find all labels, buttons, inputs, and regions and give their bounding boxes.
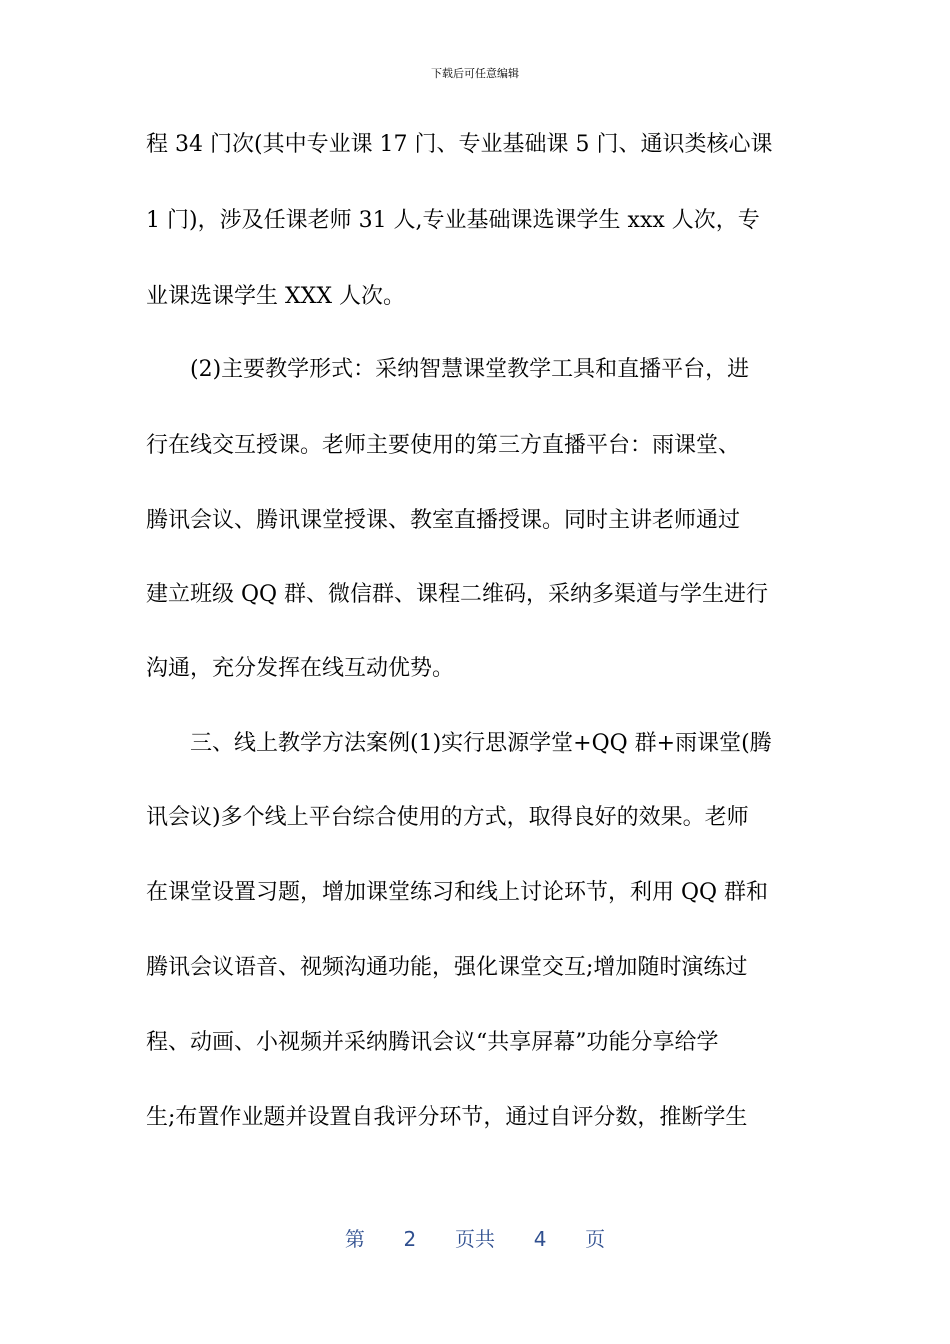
body-line-10: 讯会议)多个线上平台综合使用的方式，取得良好的效果。老师 [146,805,749,830]
body-line-7: 建立班级 QQ 群、微信群、课程二维码，采纳多渠道与学生进行 [146,582,769,607]
body-line-3: 业课选课学生 XXX 人次。 [146,284,405,309]
body-line-12: 腾讯会议语音、视频沟通功能，强化课堂交互;增加随时演练过 [146,955,748,980]
body-line-8: 沟通，充分发挥在线互动优势。 [146,656,455,681]
footer-current-page: 2 [403,1227,417,1251]
body-line-11: 在课堂设置习题，增加课堂练习和线上讨论环节，利用 QQ 群和 [146,880,769,905]
body-line-2: 1 门)，涉及任课老师 31 人,专业基础课选课学生 xxx 人次，专 [146,208,760,233]
footer-suffix: 页 [585,1227,606,1251]
body-line-4: (2)主要教学形式：采纳智慧课堂教学工具和直播平台，进 [190,357,750,382]
footer-prefix: 第 [344,1227,365,1251]
body-line-14: 生;布置作业题并设置自我评分环节，通过自评分数，推断学生 [146,1105,748,1130]
body-line-5: 行在线交互授课。老师主要使用的第三方直播平台：雨课堂、 [146,433,741,458]
page-footer [0,1226,950,1252]
footer-middle: 页共 [455,1227,495,1251]
body-line-6: 腾讯会议、腾讯课堂授课、教室直播授课。同时主讲老师通过 [146,508,741,533]
body-line-13: 程、动画、小视频并采纳腾讯会议“共享屏幕”功能分享给学 [146,1030,719,1055]
body-line-9: 三、线上教学方法案例(1)实行思源学堂+QQ 群+雨课堂(腾 [190,731,772,756]
page-header: 下载后可任意编辑 [431,67,519,80]
footer-total-pages: 4 [533,1227,547,1251]
body-line-1: 程 34 门次(其中专业课 17 门、专业基础课 5 门、通识类核心课 [146,132,773,157]
